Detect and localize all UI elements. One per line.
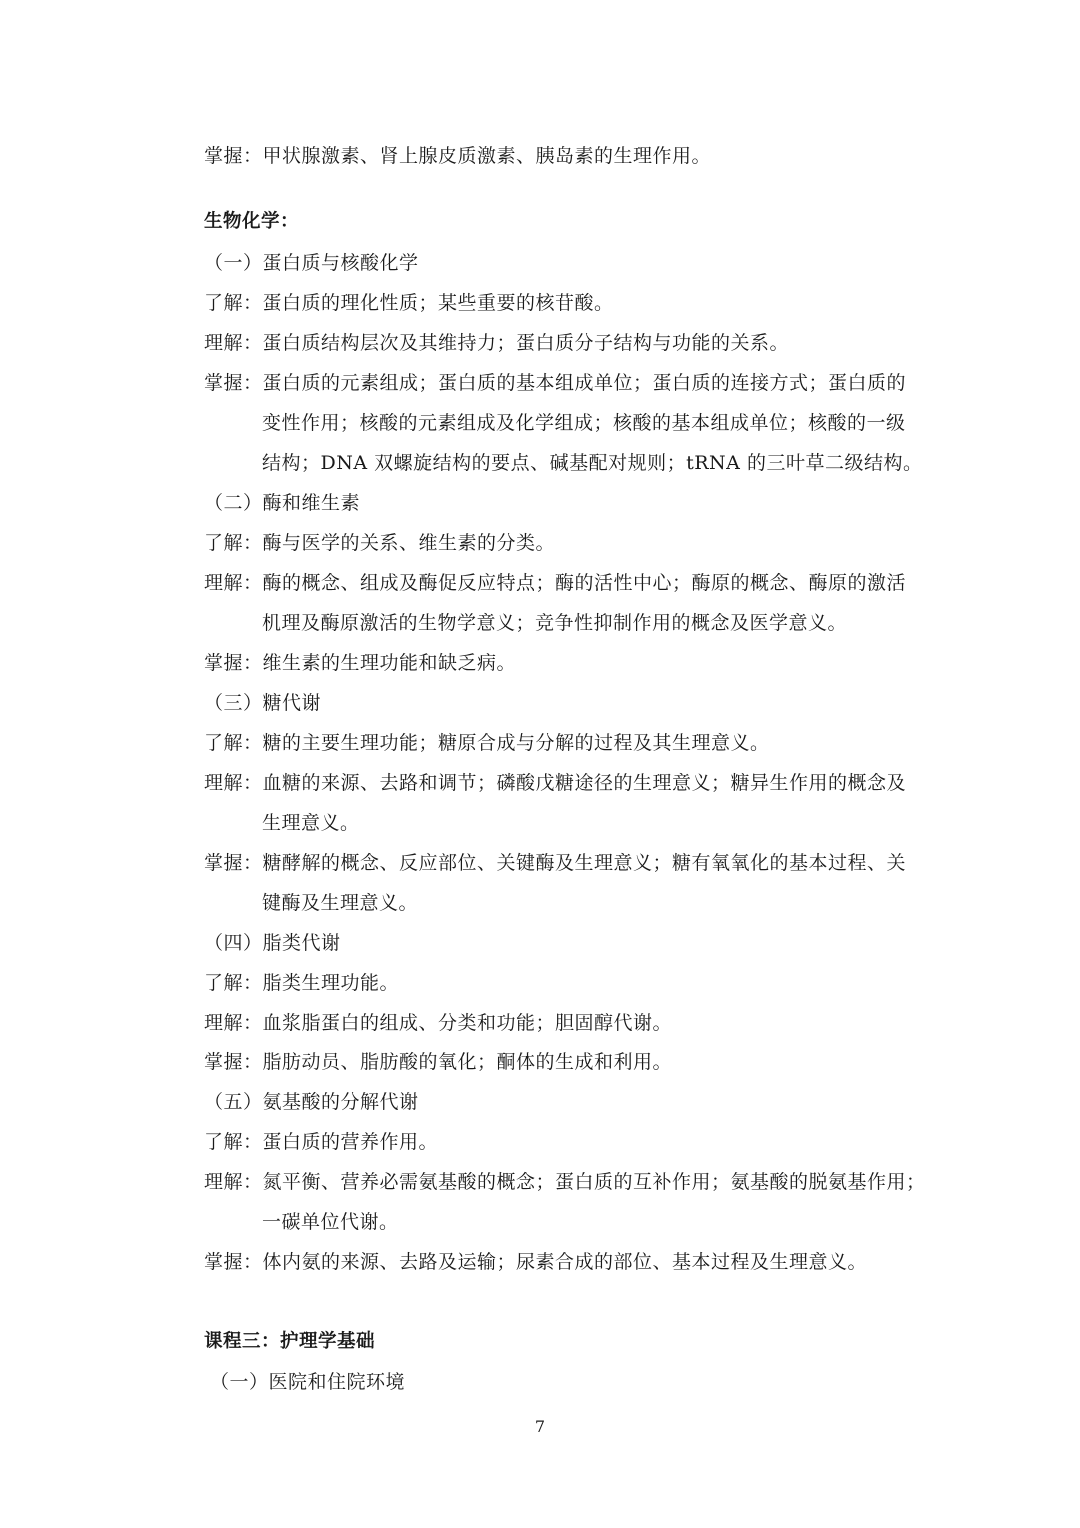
subsection-heading-lipid-metabolism: （四）脂类代谢 xyxy=(204,932,341,954)
understand-line: 了解：糖的主要生理功能；糖原合成与分解的过程及其生理意义。 xyxy=(204,732,770,754)
mastery-line: 掌握：体内氨的来源、去路及运输；尿素合成的部位、基本过程及生理意义。 xyxy=(204,1251,868,1273)
comprehend-line: 理解：蛋白质结构层次及其维持力；蛋白质分子结构与功能的关系。 xyxy=(204,332,790,354)
subsection-heading-protein-nucleic: （一）蛋白质与核酸化学 xyxy=(204,252,419,274)
understand-line: 了解：酶与医学的关系、维生素的分类。 xyxy=(204,532,556,554)
mastery-line: 掌握：脂肪动员、脂肪酸的氧化；酮体的生成和利用。 xyxy=(204,1051,673,1073)
comprehend-line: 理解：氮平衡、营养必需氨基酸的概念；蛋白质的互补作用；氨基酸的脱氨基作用； xyxy=(204,1171,926,1193)
mastery-line: 掌握：糖酵解的概念、反应部位、关键酶及生理意义；糖有氧氧化的基本过程、关 xyxy=(204,852,907,874)
comprehend-line-continued: 一碳单位代谢。 xyxy=(262,1211,399,1233)
subsection-heading-amino-acid: （五）氨基酸的分解代谢 xyxy=(204,1091,419,1113)
section-heading-nursing-basics: 课程三：护理学基础 xyxy=(204,1331,376,1352)
mastery-line-continued: 变性作用；核酸的元素组成及化学组成；核酸的基本组成单位；核酸的一级 xyxy=(262,412,906,434)
page-number: 7 xyxy=(534,1417,546,1436)
comprehend-line: 理解：血浆脂蛋白的组成、分类和功能；胆固醇代谢。 xyxy=(204,1012,673,1034)
comprehend-line: 理解：血糖的来源、去路和调节；磷酸戊糖途径的生理意义；糖异生作用的概念及 xyxy=(204,772,907,794)
section-heading-biochemistry: 生物化学： xyxy=(204,211,300,232)
understand-line: 了解：蛋白质的营养作用。 xyxy=(204,1131,439,1153)
comprehend-line-continued: 生理意义。 xyxy=(262,812,360,834)
understand-line: 了解：脂类生理功能。 xyxy=(204,972,400,994)
subsection-heading-enzymes: （二）酶和维生素 xyxy=(204,492,361,514)
mastery-line-continued: 键酶及生理意义。 xyxy=(262,892,419,914)
mastery-line-hormones: 掌握：甲状腺激素、肾上腺皮质激素、胰岛素的生理作用。 xyxy=(204,145,712,167)
mastery-line-continued: 结构；DNA 双螺旋结构的要点、碱基配对规则；tRNA 的三叶草二级结构。 xyxy=(262,452,923,474)
mastery-line: 掌握：维生素的生理功能和缺乏病。 xyxy=(204,652,517,674)
mastery-line: 掌握：蛋白质的元素组成；蛋白质的基本组成单位；蛋白质的连接方式；蛋白质的 xyxy=(204,372,907,394)
comprehend-line: 理解：酶的概念、组成及酶促反应特点；酶的活性中心；酶原的概念、酶原的激活 xyxy=(204,572,907,594)
subsection-heading-sugar-metabolism: （三）糖代谢 xyxy=(204,692,322,714)
subsection-heading-hospital-environment: （一）医院和住院环境 xyxy=(210,1371,406,1393)
understand-line: 了解：蛋白质的理化性质；某些重要的核苷酸。 xyxy=(204,292,614,314)
comprehend-line-continued: 机理及酶原激活的生物学意义；竞争性抑制作用的概念及医学意义。 xyxy=(262,612,848,634)
